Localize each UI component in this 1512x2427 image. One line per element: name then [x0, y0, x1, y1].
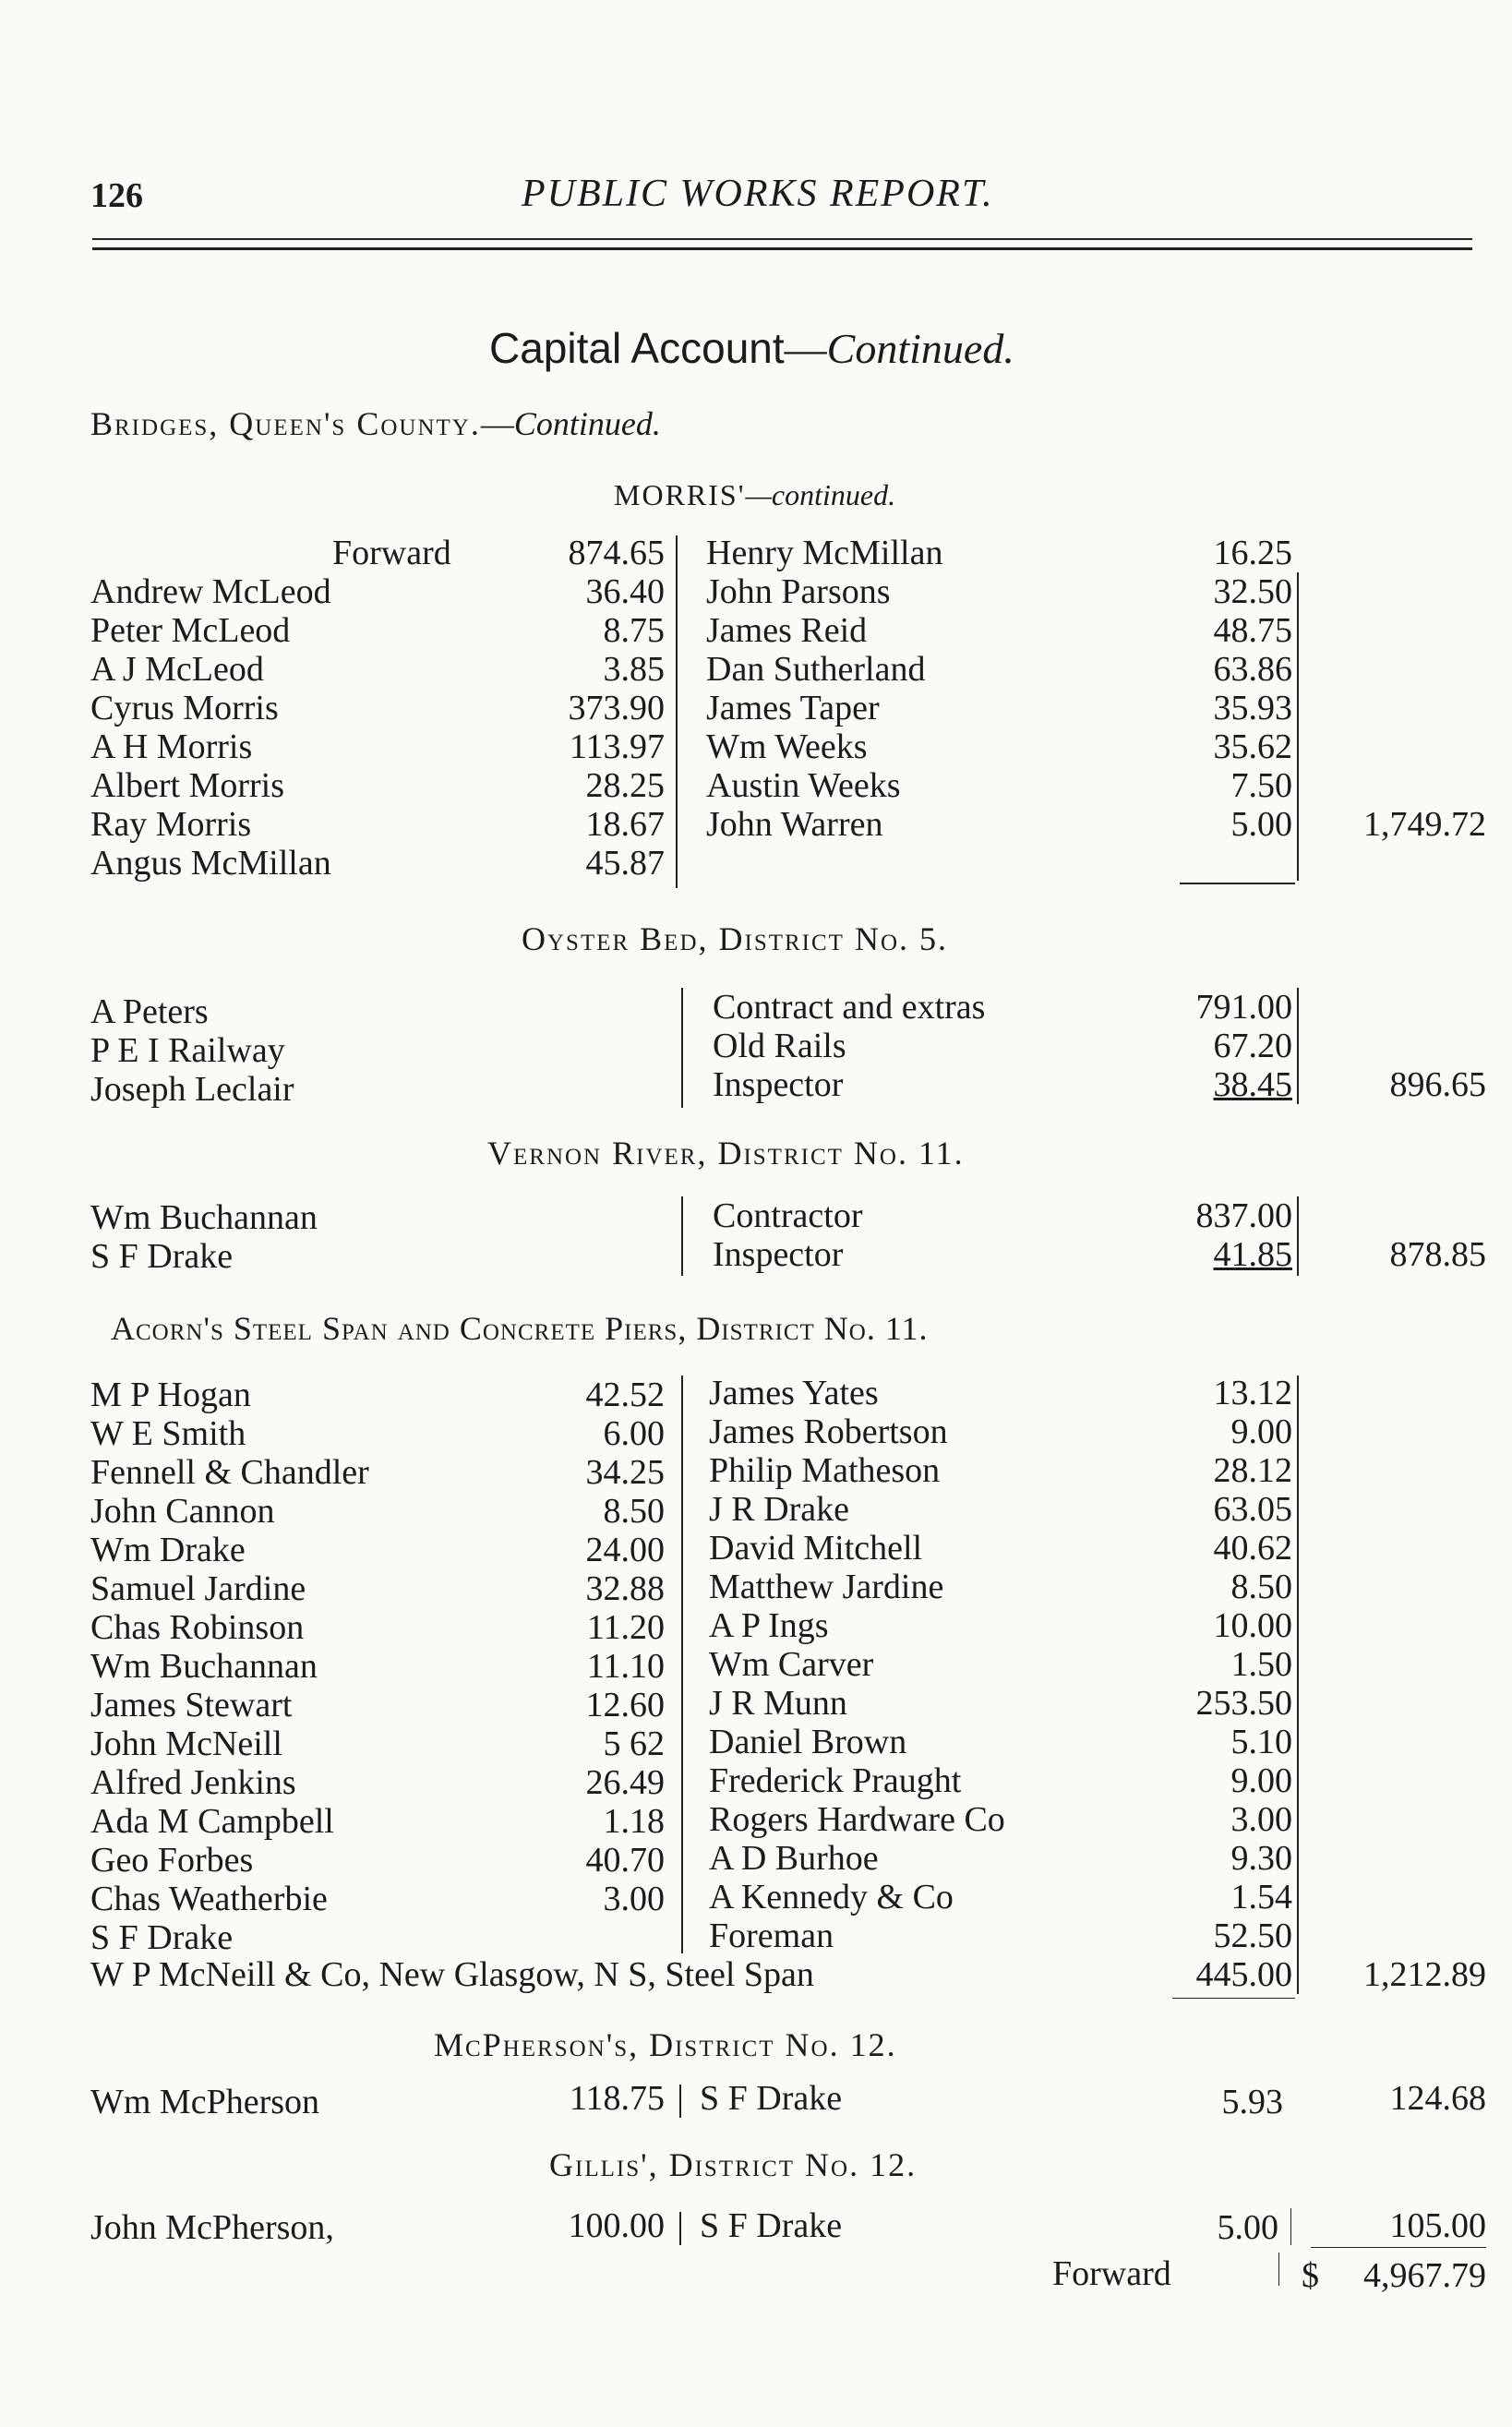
grand-total: 4,967.79 [1363, 2256, 1486, 2295]
acorn-left-amount: 5 62 [603, 1724, 665, 1763]
acorn-right-amount: 63.05 [1213, 1490, 1292, 1529]
acorn-right-amount: 9.30 [1230, 1839, 1292, 1878]
acorn-left-name: Chas Weatherbie [90, 1880, 328, 1918]
acorn-left-name: W E Smith [90, 1414, 246, 1453]
mcpherson-right-name: S F Drake [700, 2079, 843, 2118]
morris-amount-rule [1297, 572, 1299, 881]
morris-right-amount: 48.75 [1213, 611, 1292, 650]
morris-left-amount: 874.65 [568, 534, 665, 572]
morris-left-name: Albert Morris [90, 766, 285, 805]
acorn-left-name: S F Drake [90, 1918, 234, 1957]
currency-symbol: $ [1302, 2256, 1319, 2295]
morris-heading-cont: —continued. [745, 478, 896, 511]
gillis-left-name: John McPherson, [90, 2208, 334, 2247]
morris-left-name: Andrew McLeod [90, 572, 331, 611]
acorn-left-name: Samuel Jardine [90, 1569, 306, 1608]
acorn-right-amount: 5.10 [1230, 1723, 1292, 1761]
oyster-right-name: Contract and extras [713, 988, 986, 1027]
morris-right-name: Austin Weeks [706, 766, 901, 805]
acorn-right-amount: 9.00 [1230, 1761, 1292, 1800]
acorn-left-amount: 24.00 [585, 1531, 665, 1569]
morris-sum-rule [1180, 883, 1295, 884]
oyster-right-amount: 67.20 [1213, 1027, 1292, 1065]
vernon-divider [681, 1196, 683, 1276]
acorn-right-name: Frederick Praught [709, 1761, 962, 1800]
morris-right-name: Dan Sutherland [706, 650, 926, 689]
acorn-left-name: Fennell & Chandler [90, 1453, 369, 1492]
forward-label: Forward [1052, 2254, 1171, 2293]
mcpherson-left-name: Wm McPherson [90, 2083, 320, 2121]
acorn-right-amount: 13.12 [1213, 1374, 1292, 1412]
acorn-left-amount: 8.50 [603, 1492, 665, 1531]
acorn-right-amount: 253.50 [1195, 1684, 1292, 1723]
morris-right-amount: 16.25 [1213, 534, 1292, 572]
morris-left-name: Cyrus Morris [90, 689, 279, 727]
acorn-right-name: Wm Carver [709, 1645, 874, 1684]
acorn-right-name: Philip Matheson [709, 1451, 941, 1490]
morris-right-amount: 35.93 [1213, 689, 1292, 727]
acorn-right-amount: 1.54 [1230, 1878, 1292, 1916]
morris-left-amount: 3.85 [603, 650, 665, 689]
acorn-sum-rule [1172, 1998, 1295, 1999]
acorn-right-name: Daniel Brown [709, 1723, 907, 1761]
vernon-right-amount: 41.85 [1213, 1235, 1292, 1274]
acorn-left-amount: 32.88 [585, 1569, 665, 1608]
acorn-right-name: J R Drake [709, 1490, 849, 1529]
oyster-total: 896.65 [1389, 1065, 1486, 1104]
acorn-left-name: M P Hogan [90, 1376, 251, 1414]
acorn-amount-rule [1297, 1376, 1299, 1994]
morris-left-amount: 8.75 [603, 611, 665, 650]
running-title: PUBLIC WORKS REPORT. [522, 173, 994, 215]
oyster-divider [681, 988, 683, 1108]
mcpherson-heading: McPherson's, District No. 12. [434, 2026, 897, 2063]
oyster-right-name: Old Rails [713, 1027, 846, 1065]
acorn-left-amount: 12.60 [585, 1686, 665, 1724]
oyster-left-name: Joseph Leclair [90, 1070, 294, 1109]
acorn-left-amount: 40.70 [585, 1841, 665, 1880]
acorn-right-name: J R Munn [709, 1684, 847, 1723]
page-number: 126 [90, 176, 143, 215]
acorn-right-amount: 9.00 [1230, 1412, 1292, 1451]
mcpherson-right-amount: 5.93 [1221, 2083, 1283, 2121]
title-continued: Continued. [826, 325, 1014, 372]
acorn-right-name: Foreman [709, 1916, 834, 1955]
acorn-right-name: Rogers Hardware Co [709, 1800, 1005, 1839]
acorn-right-amount: 40.62 [1213, 1529, 1292, 1568]
morris-left-amount: 373.90 [568, 689, 665, 727]
acorn-left-name: Alfred Jenkins [90, 1763, 296, 1802]
acorn-left-name: James Stewart [90, 1686, 293, 1724]
gillis-divider [679, 2212, 681, 2245]
acorn-right-amount: 52.50 [1213, 1916, 1292, 1955]
acorn-left-name: Wm Drake [90, 1531, 246, 1569]
gillis-amount-rule [1290, 2208, 1291, 2245]
acorn-left-amount: 11.10 [586, 1647, 665, 1686]
acorn-left-amount: 42.52 [585, 1376, 665, 1414]
acorn-right-name: James Robertson [709, 1412, 948, 1451]
morris-heading-label: MORRIS' [614, 478, 746, 511]
acorn-left-amount: 1.18 [603, 1802, 665, 1841]
acorn-left-name: Wm Buchannan [90, 1647, 318, 1686]
morris-right-name: Henry McMillan [706, 534, 943, 572]
mcpherson-left-amount: 118.75 [569, 2079, 665, 2118]
gillis-left-amount: 100.00 [568, 2206, 665, 2245]
acorn-left-name: Geo Forbes [90, 1841, 254, 1880]
acorn-right-name: A D Burhoe [709, 1839, 879, 1878]
morris-left-name: A J McLeod [90, 650, 264, 689]
acorn-left-name: John Cannon [90, 1492, 275, 1531]
morris-left-name: Peter McLeod [90, 611, 291, 650]
oyster-left-name: P E I Railway [90, 1031, 285, 1070]
morris-right-amount: 63.86 [1213, 650, 1292, 689]
acorn-right-amount: 3.00 [1230, 1800, 1292, 1839]
acorn-left-amount: 26.49 [585, 1763, 665, 1802]
acorn-left-amount: 34.25 [585, 1453, 665, 1492]
acorn-last-line-amount: 445.00 [1195, 1955, 1292, 1994]
vernon-right-name: Contractor [713, 1196, 863, 1235]
morris-right-name: John Warren [706, 805, 883, 844]
acorn-left-amount: 3.00 [603, 1880, 665, 1918]
morris-right-name: Wm Weeks [706, 727, 868, 766]
gillis-right-amount: 5.00 [1217, 2208, 1278, 2247]
header-rule-top [92, 238, 1472, 240]
oyster-right-amount: 38.45 [1213, 1065, 1292, 1104]
vernon-left-name: S F Drake [90, 1237, 234, 1276]
acorn-left-name: Ada M Campbell [90, 1802, 334, 1841]
mcpherson-total: 124.68 [1389, 2079, 1486, 2118]
acorn-right-amount: 10.00 [1213, 1606, 1292, 1645]
acorn-right-name: James Yates [709, 1374, 879, 1412]
vernon-right-name: Inspector [713, 1235, 844, 1274]
morris-left-amount: 45.87 [585, 844, 665, 883]
gillis-right-name: S F Drake [700, 2206, 843, 2245]
subtitle-dash: — [480, 405, 514, 442]
morris-left-name: Angus McMillan [90, 844, 331, 883]
acorn-right-name: A P Ings [709, 1606, 829, 1645]
morris-left-amount: 28.25 [585, 766, 665, 805]
gillis-total: 105.00 [1389, 2206, 1486, 2245]
vernon-right-amount: 837.00 [1195, 1196, 1292, 1235]
mcpherson-divider [679, 2085, 681, 2118]
title-main: Capital Account [489, 324, 785, 372]
subtitle-continued: Continued. [513, 405, 661, 442]
morris-right-amount: 35.62 [1213, 727, 1292, 766]
morris-left-amount: 18.67 [585, 805, 665, 844]
acorn-heading: Acorn's Steel Span and Concrete Piers, District No. 11. [111, 1310, 929, 1347]
title-dash: — [784, 325, 827, 372]
gillis-sum-rule [1311, 2247, 1486, 2248]
oyster-left-name: A Peters [90, 992, 209, 1031]
morris-right-amount: 5.00 [1230, 805, 1292, 844]
gillis-heading: Gillis', District No. 12. [549, 2146, 918, 2183]
acorn-last-line-name: W P McNeill & Co, New Glasgow, N S, Steel Span [90, 1955, 814, 1994]
vernon-amount-rule [1297, 1196, 1299, 1276]
oyster-heading: Oyster Bed, District No. 5. [522, 920, 949, 957]
acorn-right-amount: 1.50 [1230, 1645, 1292, 1684]
oyster-amount-rule [1297, 988, 1299, 1104]
oyster-right-amount: 791.00 [1195, 988, 1292, 1027]
morris-right-name: John Parsons [706, 572, 891, 611]
acorn-right-amount: 8.50 [1230, 1568, 1292, 1606]
acorn-right-name: A Kennedy & Co [709, 1878, 954, 1916]
acorn-left-amount: 11.20 [586, 1608, 665, 1647]
morris-left-amount: 113.97 [569, 727, 665, 766]
vernon-left-name: Wm Buchannan [90, 1198, 318, 1237]
morris-left-amount: 36.40 [585, 572, 665, 611]
acorn-left-name: John McNeill [90, 1724, 282, 1763]
acorn-left-amount: 6.00 [603, 1414, 665, 1453]
morris-forward-label: Forward [332, 534, 451, 572]
acorn-right-name: David Mitchell [709, 1529, 923, 1568]
page-title [489, 323, 1014, 373]
morris-left-name: Ray Morris [90, 805, 252, 844]
acorn-right-amount: 28.12 [1213, 1451, 1292, 1490]
vernon-heading: Vernon River, District No. 11. [487, 1135, 965, 1171]
acorn-left-name: Chas Robinson [90, 1608, 305, 1647]
morris-heading [614, 478, 895, 512]
oyster-right-name: Inspector [713, 1065, 844, 1104]
acorn-divider [681, 1376, 683, 1953]
morris-left-name: A H Morris [90, 727, 253, 766]
vernon-total: 878.85 [1389, 1235, 1486, 1274]
footer-rule [1278, 2253, 1279, 2286]
morris-right-name: James Taper [706, 689, 880, 727]
acorn-total: 1,212.89 [1363, 1955, 1486, 1994]
section-subtitle [90, 404, 661, 443]
subtitle-label: Bridges, Queen's County. [90, 405, 481, 442]
acorn-right-name: Matthew Jardine [709, 1568, 944, 1606]
morris-right-amount: 7.50 [1230, 766, 1292, 805]
morris-right-amount: 32.50 [1213, 572, 1292, 611]
header-rule-bottom [92, 247, 1472, 250]
morris-total: 1,749.72 [1363, 805, 1486, 844]
morris-divider [676, 535, 678, 888]
morris-right-name: James Reid [706, 611, 868, 650]
